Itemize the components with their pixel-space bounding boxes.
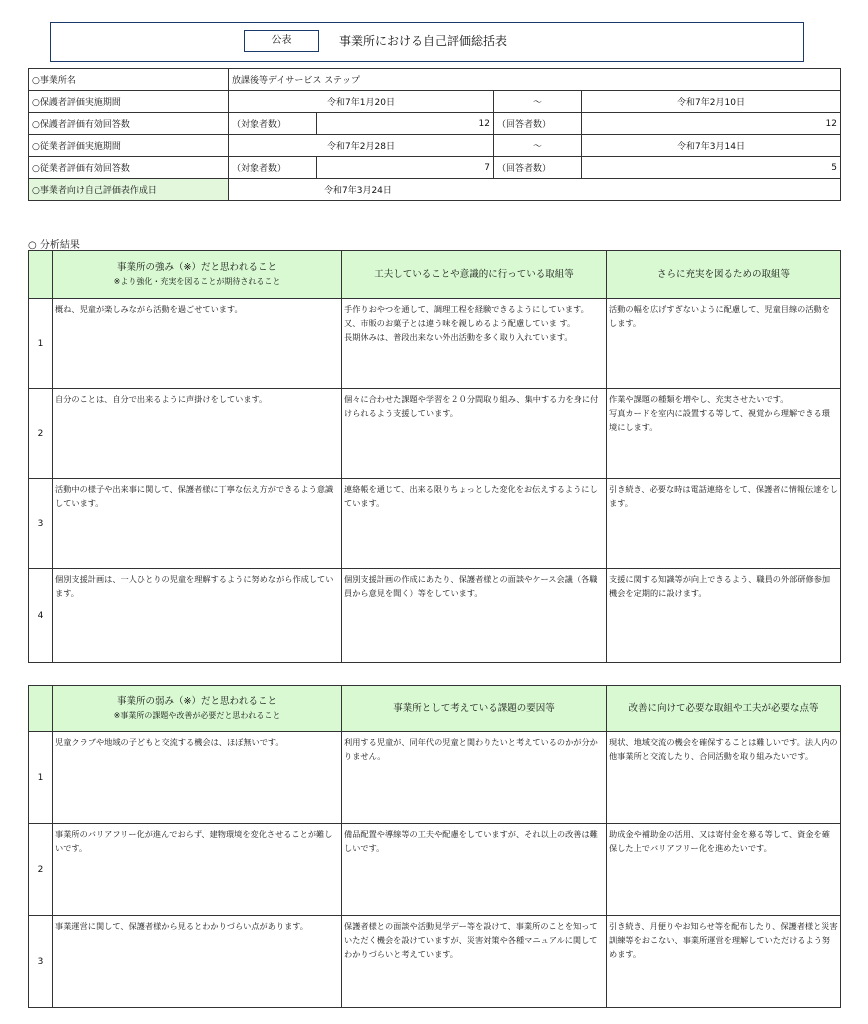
guardian-period-label: ○保護者評価実施期間 (29, 91, 229, 113)
weaknesses-header-col1-main: 事業所の弱み（※）だと思われること (117, 695, 277, 707)
table-row (29, 916, 841, 1008)
strength-improve-text: 引き続き、必要な時は電話連絡をして、保護者に情報伝達をします。 (607, 479, 841, 569)
row-number: 3 (29, 916, 53, 1008)
guardian-answer-label: （回答者数） (494, 113, 582, 135)
strength-text: 概ね、児童が楽しみながら活動を過ごせています。 (53, 299, 342, 389)
weaknesses-header-col3: 改善に向けて必要な取組や工夫が必要な点等 (607, 686, 841, 732)
table-row (29, 299, 841, 389)
facility-label: ○事業所名 (29, 69, 229, 91)
weakness-text: 児童クラブや地域の子どもと交流する機会は、ほぼ無いです。 (53, 732, 342, 824)
info-table (28, 68, 841, 201)
strengths-header-row (29, 251, 841, 299)
weakness-cause-text: 利用する児童が、同年代の児童と関わりたいと考えているのかが分かりません。 (342, 732, 607, 824)
strength-improve-text: 支援に関する知識等が向上できるよう、職員の外部研修参加機会を定期的に設けます。 (607, 569, 841, 663)
weaknesses-header-row (29, 686, 841, 732)
guardian-target-label: （対象者数） (229, 113, 317, 135)
row-number: 3 (29, 479, 53, 569)
guardian-period-sep: ～ (494, 91, 582, 113)
facility-name: 放課後等デイサービス ステップ (229, 69, 841, 91)
row-number: 1 (29, 732, 53, 824)
strength-improve-text: 活動の幅を広げすぎないように配慮して、児童目線の活動をします。 (607, 299, 841, 389)
staff-period-sep: ～ (494, 135, 582, 157)
staff-period-label: ○従業者評価実施期間 (29, 135, 229, 157)
weaknesses-table (28, 685, 841, 1008)
guardian-count-row (29, 113, 841, 135)
weaknesses-header-col1 (53, 686, 342, 732)
staff-answer-label: （回答者数） (494, 157, 582, 179)
strength-effort-text: 個別支援計画の作成にあたり、保護者様との面談やケース会議（各職員から意見を聞く）等をしています。 (342, 569, 607, 663)
strength-text: 個別支援計画は、一人ひとりの児童を理解するように努めながら作成しています。 (53, 569, 342, 663)
strength-text: 自分のことは、自分で出来るように声掛けをしています。 (53, 389, 342, 479)
weaknesses-header-col1-sub: ※事業所の課題や改善が必要だと思われること (113, 710, 281, 720)
strength-effort-text: 個々に合わせた課題や学習を２０分間取り組み、集中する力を身に付けられるよう支援しています。 (342, 389, 607, 479)
strengths-header-col1 (53, 251, 342, 299)
strengths-header-col1-sub: ※より強化・充実を図ることが期待されること (113, 276, 281, 286)
created-label: ○事業者向け自己評価表作成日 (29, 179, 229, 201)
staff-period-row (29, 135, 841, 157)
strength-effort-text: 連絡帳を通じて、出来る限りちょっとした変化をお伝えするようにしています。 (342, 479, 607, 569)
table-row (29, 732, 841, 824)
strengths-header-col3: さらに充実を図るための取組等 (607, 251, 841, 299)
weakness-improve-text: 助成金や補助金の活用、又は寄付金を募る等して、資金を確保した上でバリアフリー化を進めたいです。 (607, 824, 841, 916)
weakness-cause-text: 保護者様との面談や活動見学デー等を設けて、事業所のことを知っていただく機会を設けていますが、災害対策や各種マニュアルに関してわかりづらいと考えています。 (342, 916, 607, 1008)
guardian-count-label: ○保護者評価有効回答数 (29, 113, 229, 135)
created-row (29, 179, 841, 201)
guardian-period-row (29, 91, 841, 113)
public-badge: 公表 (244, 30, 319, 52)
strengths-header-num (29, 251, 53, 299)
strengths-header-col2: 工夫していることや意識的に行っている取組等 (342, 251, 607, 299)
row-number: 2 (29, 824, 53, 916)
staff-target-label: （対象者数） (229, 157, 317, 179)
weakness-improve-text: 現状、地域交流の機会を確保することは難しいです。法人内の他事業所と交流したり、合同活動を取り組みたいです。 (607, 732, 841, 824)
strength-text: 活動中の様子や出来事に関して、保護者様に丁寧な伝え方ができるよう意識しています。 (53, 479, 342, 569)
staff-count-row (29, 157, 841, 179)
guardian-answer-value: 12 (582, 113, 841, 135)
guardian-target-value: 12 (317, 113, 494, 135)
row-number: 2 (29, 389, 53, 479)
created-date: 令和7年3月24日 (229, 179, 841, 201)
page-title: 事業所における自己評価総括表 (339, 34, 508, 48)
weakness-text: 事業所のバリアフリー化が進んでおらず、建物環境を変化させることが難しいです。 (53, 824, 342, 916)
staff-count-label: ○従業者評価有効回答数 (29, 157, 229, 179)
strength-effort-text: 手作りおやつを通して、調理工程を経験できるようにしています。又、市販のお菓子とは違う味を親しめるよう配慮していま す。 長期休みは、普段出来ない外出活動を多く取り入れています。 (342, 299, 607, 389)
facility-row (29, 69, 841, 91)
strengths-table (28, 250, 841, 663)
weaknesses-header-num (29, 686, 53, 732)
guardian-period-from: 令和7年1月20日 (229, 91, 494, 113)
staff-answer-value: 5 (582, 157, 841, 179)
row-number: 4 (29, 569, 53, 663)
guardian-period-to: 令和7年2月10日 (582, 91, 841, 113)
weakness-text: 事業運営に関して、保護者様から見るとわかりづらい点があります。 (53, 916, 342, 1008)
staff-period-from: 令和7年2月28日 (229, 135, 494, 157)
weakness-improve-text: 引き続き、月便りやお知らせ等を配布したり、保護者様と災害訓練等をおこない、事業所運営を理解していただけるよう努めます。 (607, 916, 841, 1008)
weakness-cause-text: 備品配置や導線等の工夫や配慮をしていますが、それ以上の改善は難しいです。 (342, 824, 607, 916)
strength-improve-text: 作業や課題の種類を増やし、充実させたいです。 写真カードを室内に設置する等して、視覚から理解できる環境にします。 (607, 389, 841, 479)
table-row (29, 479, 841, 569)
strengths-header-col1-main: 事業所の強み（※）だと思われること (117, 261, 277, 273)
row-number: 1 (29, 299, 53, 389)
weaknesses-header-col2: 事業所として考えている課題の要因等 (342, 686, 607, 732)
staff-target-value: 7 (317, 157, 494, 179)
analysis-label: ○ 分析結果 (28, 240, 80, 251)
staff-period-to: 令和7年3月14日 (582, 135, 841, 157)
table-row (29, 824, 841, 916)
table-row (29, 389, 841, 479)
title-box (50, 22, 804, 62)
table-row (29, 569, 841, 663)
